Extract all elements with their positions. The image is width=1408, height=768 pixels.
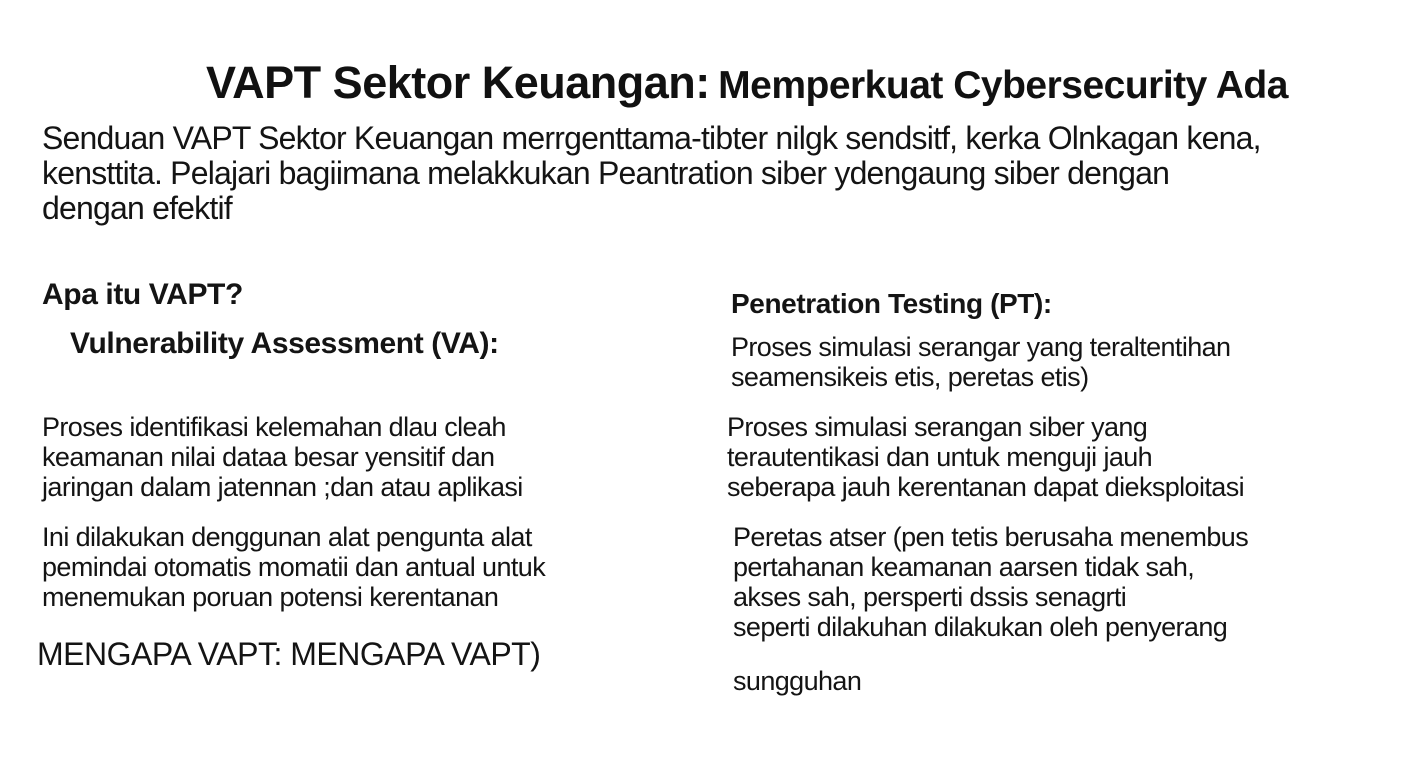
paragraph-line: jaringan dalam jatennan ;dan atau aplikasi [42, 472, 523, 502]
paragraph-line: Proses simulasi serangan siber yang [727, 412, 1148, 442]
section-heading-apa-itu-vapt: Apa itu VAPT? [42, 278, 243, 311]
subheading-vulnerability-assessment: Vulnerability Assessment (VA): [70, 327, 499, 360]
va-paragraph-1 [42, 412, 523, 502]
intro-line: dengan efektif [42, 190, 232, 226]
pt-paragraph-3 [733, 522, 1248, 642]
pt-paragraph-4 [733, 666, 861, 696]
paragraph-line: Proses identifikasi kelemahan dlau cleah [42, 412, 506, 442]
paragraph-line: Peretas atser (pen tetis berusaha menembus [733, 522, 1249, 552]
paragraph-line: menemukan poruan potensi kerentanan [42, 582, 499, 612]
pt-paragraph-2 [727, 412, 1244, 502]
paragraph-line: seperti dilakuhan dilakukan oleh penyerang [733, 612, 1228, 642]
mengapa-vapt-label: MENGAPA VAPT: MENGAPA VAPT) [37, 636, 541, 672]
intro-line: kensttita. Pelajari bagiimana melakkukan Peantration siber ydengaung siber dengan [42, 155, 1170, 191]
paragraph-line: pemindai otomatis momatii dan antual untuk [42, 552, 546, 582]
paragraph-line: sungguhan [733, 666, 862, 696]
paragraph-line: akses sah, persperti dssis senagrti [733, 582, 1127, 612]
page-title-rest: Memperkuat Cybersecurity Ada [718, 64, 1288, 108]
paragraph-line: seberapa jauh kerentanan dapat dieksploitasi [727, 472, 1244, 502]
paragraph-line: seamensikeis etis, peretas etis) [731, 362, 1089, 392]
intro-paragraph [42, 121, 1382, 226]
intro-line: Senduan VAPT Sektor Keuangan merrgenttama-tibter nilgk sendsitf, kerka Olnkagan kena, [42, 120, 1261, 156]
paragraph-line: keamanan nilai dataa besar yensitif dan [42, 442, 495, 472]
paragraph-line: Ini dilakukan denggunan alat pengunta alat [42, 522, 532, 552]
subheading-penetration-testing: Penetration Testing (PT): [731, 288, 1052, 319]
paragraph-line: pertahanan keamanan aarsen tidak sah, [733, 552, 1195, 582]
pt-paragraph-1 [731, 332, 1230, 392]
page-title-main: VAPT Sektor Keuangan: [206, 57, 710, 109]
paragraph-line: Proses simulasi serangar yang teraltentihan [731, 332, 1231, 362]
paragraph-line: terautentikasi dan untuk menguji jauh [727, 442, 1153, 472]
page-title [206, 57, 1288, 109]
va-paragraph-2 [42, 522, 545, 612]
